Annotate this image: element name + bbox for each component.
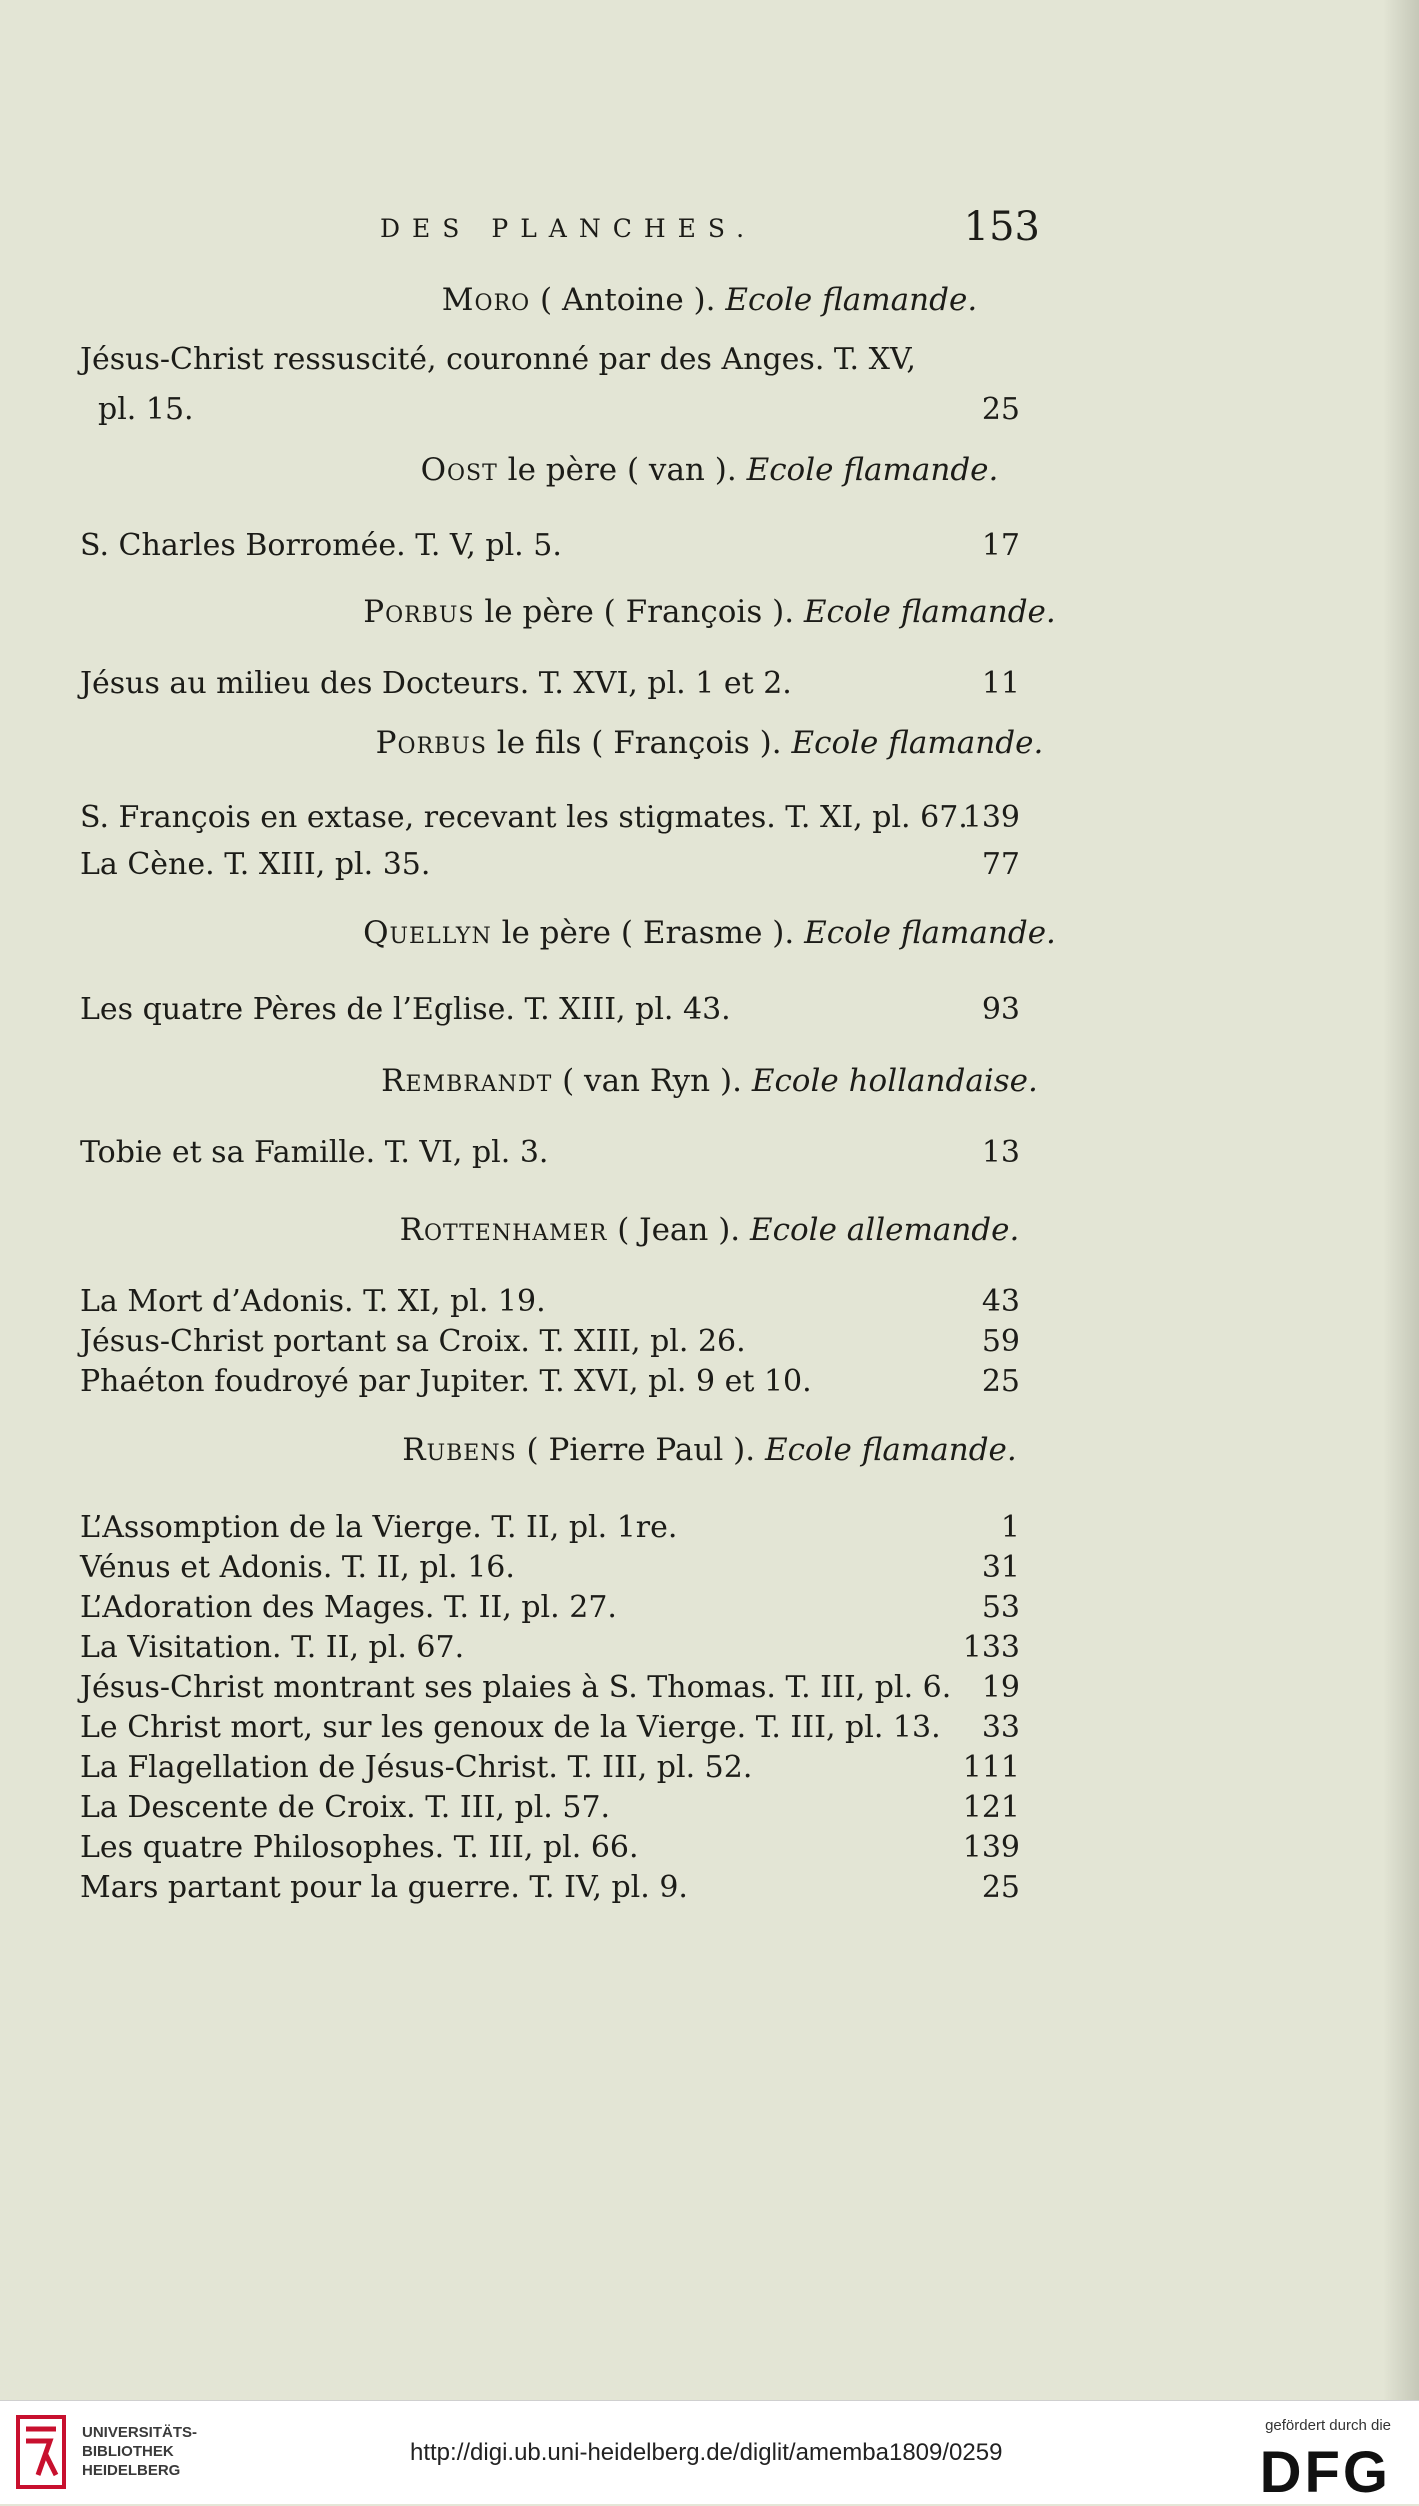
page-reference: 17: [981, 528, 1020, 563]
artist-detail: ( van Ryn ).: [562, 1063, 742, 1099]
page-reference: 19: [981, 1670, 1020, 1705]
funder-label: gefördert durch die: [1265, 2417, 1391, 2434]
plate-entry: [80, 845, 1020, 885]
plate-title: pl. 15.: [98, 392, 194, 427]
artist-detail: le père ( van ).: [507, 452, 737, 488]
artist-name: Porbus: [375, 725, 487, 761]
school-label: Ecole allemande.: [750, 1212, 1020, 1248]
plate-title: Jésus-Christ montrant ses plaies à S. Thomas. T. III, pl. 6.: [80, 1670, 952, 1705]
page-reference: 59: [981, 1324, 1020, 1359]
artist-detail: ( Antoine ).: [540, 282, 716, 318]
plate-title: S. Charles Borromée. T. V, pl. 5.: [80, 528, 562, 563]
plate-title: Phaéton foudroyé par Jupiter. T. XVI, pl. 9 et 10.: [80, 1364, 812, 1399]
artist-name: Oost: [420, 452, 498, 488]
plate-entry: [80, 1868, 1020, 1908]
artist-heading: [0, 1432, 1419, 1468]
page-reference: 121: [962, 1790, 1020, 1825]
page-reference: 139: [962, 800, 1020, 835]
digitization-footer: [0, 2400, 1419, 2504]
artist-heading: [0, 1063, 1419, 1099]
artist-detail: le père ( Erasme ).: [501, 915, 795, 951]
plate-entry: [80, 1282, 1020, 1322]
plate-title: La Descente de Croix. T. III, pl. 57.: [80, 1790, 611, 1825]
school-label: Ecole flamande.: [803, 594, 1056, 630]
artist-detail: le fils ( François ).: [496, 725, 782, 761]
page-reference: 139: [962, 1830, 1020, 1865]
page-gutter-shadow: [1383, 0, 1419, 2400]
artist-heading: [0, 1212, 1419, 1248]
plate-title: La Cène. T. XIII, pl. 35.: [80, 847, 431, 882]
plate-entry: [80, 1788, 1020, 1828]
plate-entry: [80, 1322, 1020, 1362]
plate-entry: [80, 526, 1020, 566]
school-label: Ecole flamande.: [764, 1432, 1017, 1468]
artist-heading: [0, 725, 1419, 761]
artist-name: Rembrandt: [381, 1063, 553, 1099]
plate-title: L’Adoration des Mages. T. II, pl. 27.: [80, 1590, 617, 1625]
dfg-logo: DFG: [1259, 2440, 1391, 2505]
running-title: DES PLANCHES.: [380, 214, 757, 243]
page-reference: 133: [962, 1630, 1020, 1665]
library-name-line: BIBLIOTHEK: [82, 2443, 174, 2460]
plate-title: Tobie et sa Famille. T. VI, pl. 3.: [80, 1135, 549, 1170]
page-reference: 33: [981, 1710, 1020, 1745]
page-reference: 43: [981, 1284, 1020, 1319]
artist-detail: le père ( François ).: [484, 594, 795, 630]
page-reference: 77: [981, 847, 1020, 882]
page-reference: 25: [981, 392, 1020, 427]
artist-name: Quellyn: [363, 915, 492, 951]
plate-entry: [80, 1828, 1020, 1868]
page-reference: 25: [981, 1364, 1020, 1399]
page-reference: 25: [981, 1870, 1020, 1905]
plate-entry: [80, 1548, 1020, 1588]
artist-detail: ( Pierre Paul ).: [526, 1432, 756, 1468]
university-library-logo-icon: [16, 2415, 66, 2489]
artist-heading: [0, 915, 1419, 951]
artist-name: Porbus: [363, 594, 475, 630]
running-head: [380, 204, 1040, 250]
artist-name: Rubens: [402, 1432, 517, 1468]
page-reference: 11: [981, 666, 1020, 701]
plate-entry: [80, 664, 1020, 704]
page-reference: 53: [981, 1590, 1020, 1625]
school-label: Ecole hollandaise.: [751, 1063, 1038, 1099]
page-number: 153: [963, 204, 1040, 250]
page-reference: 93: [981, 992, 1020, 1027]
plate-title: Les quatre Philosophes. T. III, pl. 66.: [80, 1830, 639, 1865]
plate-title: La Flagellation de Jésus-Christ. T. III, pl. 52.: [80, 1750, 753, 1785]
artist-name: Rottenhamer: [399, 1212, 608, 1248]
artist-detail: ( Jean ).: [617, 1212, 741, 1248]
artist-heading: [0, 452, 1419, 488]
plate-title: Jésus-Christ portant sa Croix. T. XIII, pl. 26.: [80, 1324, 746, 1359]
plate-entry: [80, 990, 1020, 1030]
school-label: Ecole flamande.: [791, 725, 1044, 761]
library-name: [82, 2423, 197, 2480]
plate-entry: [80, 1133, 1020, 1173]
artist-name: Moro: [441, 282, 531, 318]
library-name-line: UNIVERSITÄTS-: [82, 2424, 198, 2441]
plate-entry: [80, 1362, 1020, 1402]
plate-title: Vénus et Adonis. T. II, pl. 16.: [80, 1550, 515, 1585]
school-label: Ecole flamande.: [804, 915, 1056, 951]
plate-title: Mars partant pour la guerre. T. IV, pl. 9.: [80, 1870, 688, 1905]
plate-entry: [80, 798, 1020, 838]
plate-title: Les quatre Pères de l’Eglise. T. XIII, pl. 43.: [80, 992, 731, 1027]
plate-entry: [80, 1668, 1020, 1708]
plate-title: S. François en extase, recevant les stigmates. T. XI, pl. 67.: [80, 800, 968, 835]
permalink-url[interactable]: http://digi.ub.uni-heidelberg.de/diglit/amemba1809/0259: [410, 2439, 1003, 2466]
plate-title: La Mort d’Adonis. T. XI, pl. 19.: [80, 1284, 546, 1319]
plate-title: Le Christ mort, sur les genoux de la Vierge. T. III, pl. 13.: [80, 1710, 941, 1745]
plate-title: La Visitation. T. II, pl. 67.: [80, 1630, 465, 1665]
plate-title: L’Assomption de la Vierge. T. II, pl. 1re.: [80, 1510, 678, 1545]
plate-entry: [80, 1628, 1020, 1668]
artist-heading: [0, 282, 1419, 318]
page-reference: 1: [1000, 1510, 1020, 1545]
plate-entry: [80, 1748, 1020, 1788]
plate-entry: [80, 1508, 1020, 1548]
page-reference: 31: [981, 1550, 1020, 1585]
plate-entry: [80, 1708, 1020, 1748]
plate-entry: [80, 1588, 1020, 1628]
page-reference: 111: [962, 1750, 1020, 1785]
artist-heading: [0, 594, 1419, 630]
plate-entry: [80, 340, 1020, 380]
page-reference: 13: [981, 1135, 1020, 1170]
plate-title: Jésus-Christ ressuscité, couronné par des Anges. T. XV,: [80, 342, 916, 377]
plate-entry: [80, 390, 1020, 430]
school-label: Ecole flamande.: [746, 452, 999, 488]
plate-title: Jésus au milieu des Docteurs. T. XVI, pl. 1 et 2.: [80, 666, 792, 701]
school-label: Ecole flamande.: [725, 282, 978, 318]
library-name-line: HEIDELBERG: [82, 2462, 181, 2479]
